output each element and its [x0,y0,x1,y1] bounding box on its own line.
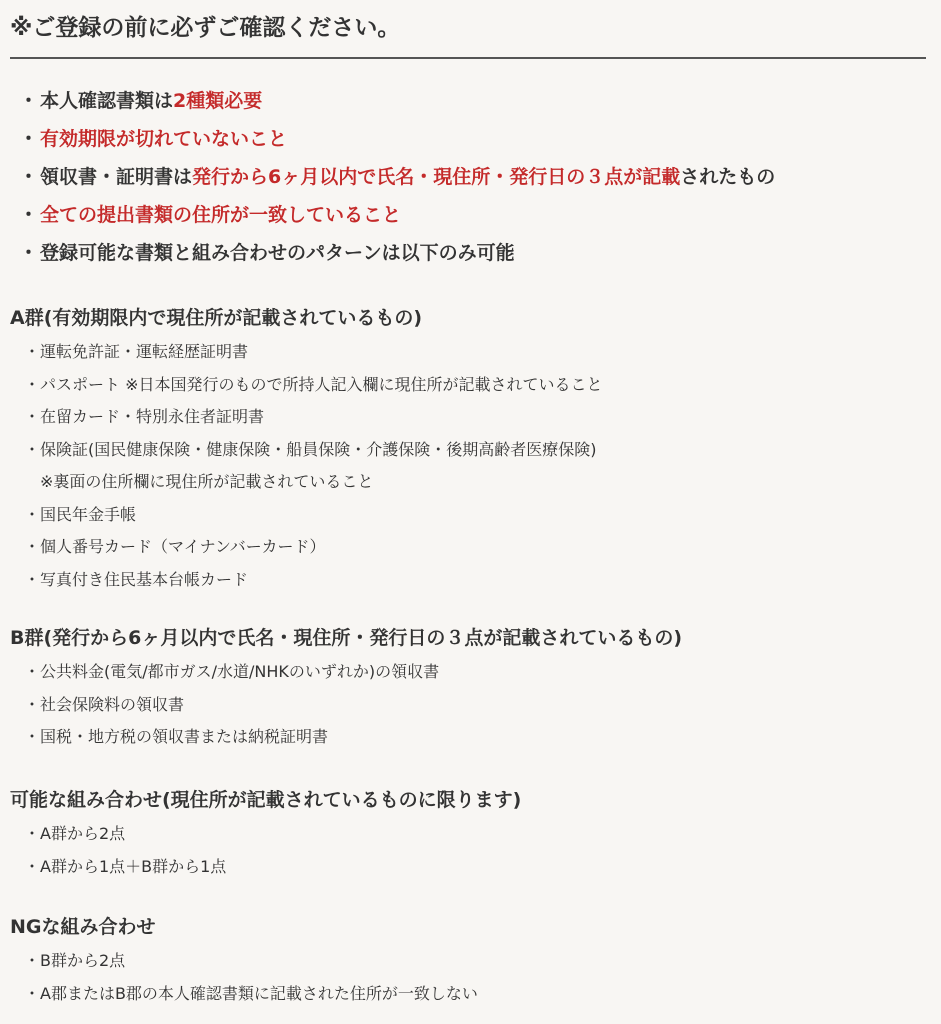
bullet-mark: ・ [19,204,39,226]
list-item [10,531,603,564]
allowed-combinations-list [10,818,521,883]
summary-text: 登録可能な書類と組み合わせのパターンは以下のみ可能 [40,242,515,264]
list-item [10,336,603,369]
bullet-mark: ・ [19,242,39,264]
list-item-text: A郡またはB郡の本人確認書類に記載された住所が一致しない [40,983,478,1003]
summary-item [12,158,775,196]
emphasis-text: 有効期限が切れていないこと [40,128,288,150]
list-item [10,945,478,978]
summary-text: 領収書・証明書は [40,166,193,188]
bullet-mark: ・ [24,727,41,746]
list-item [10,499,603,532]
bullet-mark: ・ [24,407,41,426]
list-item-text: パスポート ※日本国発行のもので所持人記入欄に現住所が記載されていること [40,374,603,394]
list-item [10,369,603,402]
list-item-text: A群から2点 [40,824,126,843]
list-item-text: A群から1点＋B群から1点 [40,856,227,876]
group-b-heading: B群(発行から6ヶ月以内で氏名・現住所・発行日の３点が記載されているもの) [10,627,683,649]
ng-combinations-list [10,945,478,1010]
list-item-text: B群から2点 [40,951,126,970]
bullet-mark: ・ [24,569,41,589]
title-divider [10,57,926,59]
bullet-mark: ・ [24,856,41,876]
emphasis-text: 全ての提出書類の住所が一致していること [40,204,402,226]
allowed-combinations-heading: 可能な組み合わせ(現住所が記載されているものに限ります) [10,789,522,811]
list-item [10,721,682,754]
bullet-mark: ・ [24,951,41,970]
group-a-heading: A群(有効期限内で現住所が記載されているもの) [10,307,423,329]
list-item [10,818,521,851]
ng-combinations-heading: NGな組み合わせ [10,916,156,938]
summary-item [12,120,775,158]
list-item-text: 写真付き住民基本台帳カード [40,569,249,589]
list-item [10,564,603,597]
group-b-section [10,620,682,754]
bullet-mark: ・ [24,439,41,459]
bullet-mark: ・ [24,504,41,524]
bullet-mark: ・ [24,662,41,681]
emphasis-text: 2種類必要 [173,90,263,112]
bullet-mark: ・ [19,128,39,150]
list-item [10,978,478,1011]
bullet-mark: ・ [19,166,39,188]
summary-text: されたもの [680,166,776,188]
bullet-mark: ・ [24,694,41,714]
list-item-text: 社会保険料の領収書 [40,694,185,714]
summary-item [12,234,775,272]
bullet-mark: ・ [24,983,41,1003]
bullet-mark: ・ [19,90,39,112]
summary-item [12,82,775,120]
emphasis-text: 発行から6ヶ月以内で氏名・現住所・発行日の３点が記載 [192,166,681,188]
summary-item [12,196,775,234]
bullet-mark: ・ [24,537,41,556]
list-item-text: 国税・地方税の領収書または納税証明書 [40,727,329,746]
list-item [10,656,682,689]
bullet-mark: ・ [24,824,41,843]
list-item-text: 在留カード・特別永住者証明書 [40,407,265,426]
allowed-combinations-section [10,782,521,883]
group-a-list [10,336,603,596]
list-item-text: 公共料金(電気/都市ガス/水道/NHKのいずれか)の領収書 [40,662,440,681]
list-item [10,434,603,499]
list-item-text: 運転免許証・運転経歴証明書 [40,342,249,361]
list-item-text: 国民年金手帳 [40,504,137,524]
list-item-note: ※裏面の住所欄に現住所が記載されていること [40,472,374,491]
bullet-mark: ・ [24,342,41,361]
list-item [10,851,521,884]
ng-combinations-section [10,909,478,1010]
page-title: ※ご登録の前に必ずご確認ください。 [10,15,401,41]
bullet-mark: ・ [24,374,41,394]
list-item [10,689,682,722]
list-item-text: 個人番号カード（マイナンバーカード） [40,537,326,556]
list-item-text: 保険証(国民健康保険・健康保険・船員保険・介護保険・後期高齢者医療保険) [40,439,597,459]
group-b-list [10,656,682,754]
summary-text: 本人確認書類は [40,90,174,112]
list-item [10,401,603,434]
group-a-section [10,300,603,596]
requirements-summary-list [12,82,775,272]
